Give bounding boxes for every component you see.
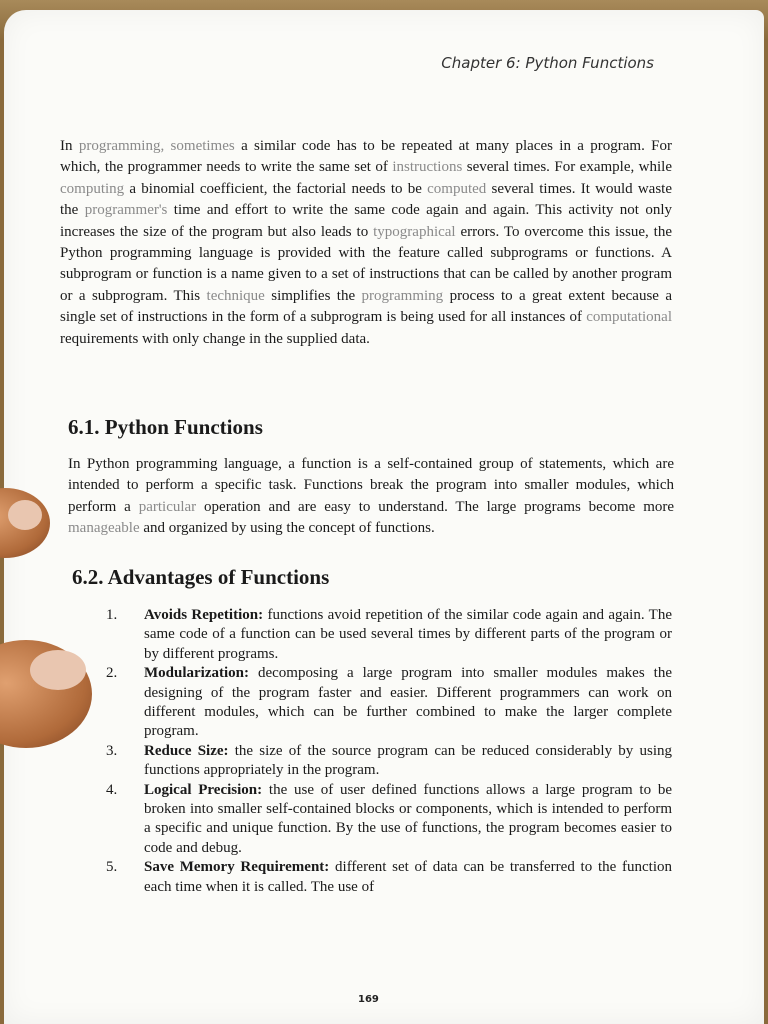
text-run [249,665,258,681]
list-item [100,781,672,859]
faded-text: computational [586,309,672,326]
list-item [100,742,672,781]
text-run: time and effort to write the same code again and again. This activity not only increases the size of the program but also leads to [60,202,673,240]
running-head: Chapter 6: Python Functions [441,54,654,72]
list-number: 4. [106,781,118,798]
faded-text: components [415,801,489,818]
list-term: Modularization: [144,665,249,682]
book-page [4,10,764,1024]
faded-text: programming, sometimes [78,138,235,154]
list-number: 5. [106,859,118,876]
page-content [60,136,675,895]
faded-text: programmer's [84,202,168,219]
intro-paragraph [60,136,672,350]
text-run: In [60,138,79,154]
text-run: a similar code has to be repeated at many places in a program. For which, the programmer needs to write the same set of [60,138,672,176]
text-run: simplifies the [264,287,362,304]
text-run: , which is intended to perform a specific and unique function. By the use of functions, the program becomes easier to code and debug. [144,801,672,856]
section-heading-6-1: 6.1. Python Functions [68,415,263,439]
text-run: a binomial coefficient, the factorial needs to be [124,180,428,197]
fingernail-upper [8,500,42,530]
section-heading-6-2: 6.2. Advantages of Functions [72,565,330,589]
text-run: and organized by using the concept of functions. [139,520,435,537]
faded-text: technique [206,287,265,304]
text-run: different set of data can be transferred to the function each time when it is called. The use of [144,859,672,895]
text-run: several times. For example, while [462,159,672,176]
text-run: errors. To overcome this issue, the Python programming language is provided with the feature called subprograms or functions. A subprogram or function is a name given to a set of instructions that can be called by another program or a subprogram. This [60,223,672,304]
page-number: 169 [358,994,379,1005]
faded-text: computed [427,180,487,197]
faded-text: decomposing [257,665,338,682]
text-run: operation and are easy to understand. The large programs become more [196,498,675,515]
faded-text: particular [138,498,197,515]
list-item [100,858,672,897]
text-run: functions avoid [263,607,366,623]
faded-text: computing [60,180,125,197]
section-6-1-paragraph [68,454,674,540]
text-run: a large program into smaller modules makes the designing of the program faster and easier. Different programmers can work on different modules, which can be further combined to make the larger complete program. [144,665,672,740]
text-run: the use of user defined functions allows a large program to be broken into smaller self-contained blocks or [144,781,673,818]
list-term: Avoids Repetition: [144,607,264,623]
list-item [100,664,672,742]
text-run: the size of the source program can be reduced considerably by using functions appropriately in the program. [144,742,672,779]
list-item [100,606,672,664]
list-number: 3. [106,742,118,759]
advantages-list [100,606,672,897]
faded-text: typographical [373,223,456,240]
list-number: 2. [106,665,118,682]
list-term: Reduce Size: [144,742,229,759]
text-run: In Python programming language, a function is a self-contained group of statements, which are intended to perform a specific task. Functions break the program into smaller modules, which perform a [68,456,674,515]
text-run: several times. It would waste the [60,180,672,219]
faded-text: repetition [365,607,423,623]
faded-text: instructions [392,159,463,176]
faded-text: programming [361,287,444,304]
list-number: 1. [106,607,118,623]
fingernail-lower [30,650,86,690]
text-run: process to a great extent because a single set of instructions in the form of a subprogram is being used for all instances of [60,287,672,326]
text-run: requirements with only change in the supplied data. [60,330,370,347]
faded-text: manageable [68,520,140,537]
list-term: Save Memory Requirement: [144,859,330,876]
text-run: of the similar code again and again. The same code of a function can be used several times by different parts of the program or by different programs. [144,607,672,662]
list-term: Logical Precision: [144,781,263,798]
